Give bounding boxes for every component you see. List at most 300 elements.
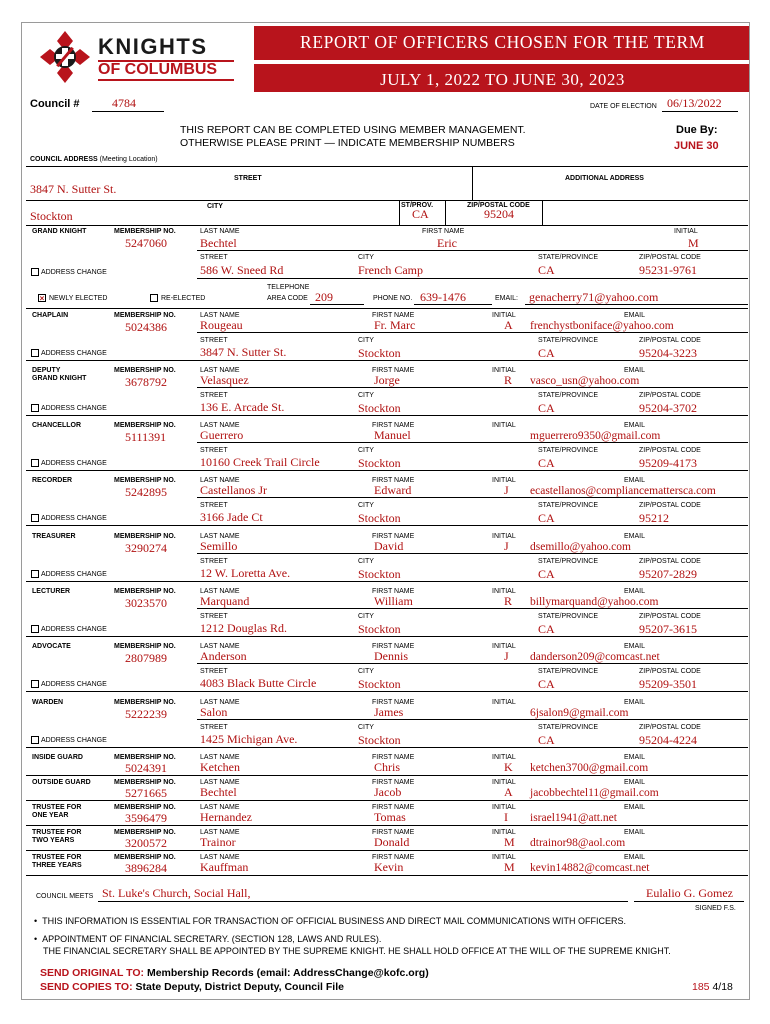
council-street-value[interactable]: 3847 N. Sutter St. (30, 182, 117, 196)
state-label: STATE/PROVINCE (538, 447, 599, 454)
initial-value[interactable]: R (504, 594, 513, 608)
send-copies-label: SEND COPIES TO: (40, 981, 133, 993)
email-value[interactable]: kevin14882@comcast.net (530, 862, 650, 874)
membership-label: MEMBERSHIP NO. (114, 829, 176, 836)
zip-value[interactable]: 95204-3223 (639, 346, 697, 360)
street-value[interactable]: 4083 Black Butte Circle (200, 676, 317, 690)
officer-role-line-2: ONE YEAR (32, 812, 69, 819)
street-value[interactable]: 3847 N. Sutter St. (200, 345, 287, 359)
name-line (197, 663, 748, 664)
first-name-value[interactable]: Dennis (374, 649, 408, 663)
council-number-line (92, 111, 164, 112)
council-meets-line (98, 901, 628, 902)
email-label: EMAIL (624, 699, 646, 706)
first-name-value[interactable]: Chris (374, 760, 401, 774)
address-change-checkbox[interactable] (31, 736, 39, 744)
officer-report-form (21, 22, 750, 1000)
email-value[interactable]: israel1941@att.net (530, 812, 617, 824)
gk-state-label: STATE/PROVINCE (538, 254, 599, 261)
council-city-divider (399, 200, 400, 225)
membership-value[interactable]: 3290274 (125, 541, 167, 555)
first-name-label: FIRST NAME (372, 829, 415, 836)
gk-membership-value[interactable]: 5247060 (125, 236, 167, 250)
address-change-checkbox[interactable] (31, 349, 39, 357)
title-banner (254, 26, 750, 92)
email-value[interactable]: mguerrero9350@gmail.com (530, 430, 661, 442)
city-value[interactable]: Stockton (358, 622, 401, 636)
email-label: EMAIL (624, 829, 646, 836)
name-line (197, 719, 748, 720)
email-value[interactable]: jacobbechtel11@gmail.com (530, 787, 659, 799)
last-name-label: LAST NAME (200, 477, 240, 484)
email-label: EMAIL (624, 779, 646, 786)
state-value[interactable]: CA (538, 567, 555, 581)
email-label: EMAIL (624, 754, 646, 761)
email-value[interactable]: billymarquand@yahoo.com (530, 596, 659, 608)
last-name-label: LAST NAME (200, 422, 240, 429)
first-name-value[interactable]: Jacob (374, 785, 402, 799)
street-label: STREET (200, 447, 228, 454)
email-value[interactable]: ecastellanos@compliancemattersca.com (530, 485, 716, 497)
zip-value[interactable]: 95209-4173 (639, 456, 697, 470)
officer-role: CHANCELLOR (32, 422, 81, 429)
address-change-checkbox[interactable] (31, 404, 39, 412)
gk-re-elected-label: RE-ELECTED (161, 295, 206, 302)
address-change-checkbox[interactable] (31, 680, 39, 688)
officer-role-line-2: GRAND KNIGHT (32, 375, 87, 382)
street-label: STREET (200, 613, 228, 620)
emblem-icon (38, 29, 92, 85)
initial-label: INITIAL (492, 829, 516, 836)
gk-area-code-value[interactable]: 209 (315, 290, 333, 304)
block-bottom-rule (26, 747, 748, 748)
initial-label: INITIAL (492, 699, 516, 706)
address-change-checkbox[interactable] (31, 459, 39, 467)
initial-label: INITIAL (492, 367, 516, 374)
first-name-label: FIRST NAME (372, 533, 415, 540)
gk-zip-label: ZIP/POSTAL CODE (639, 254, 701, 261)
zip-label: ZIP/POSTAL CODE (639, 724, 701, 731)
form-number-value: 185 (692, 981, 710, 993)
street-value[interactable]: 1212 Douglas Rd. (200, 621, 287, 635)
council-meets-value[interactable]: St. Luke's Church, Social Hall, (102, 886, 251, 900)
street-value[interactable]: 136 E. Arcade St. (200, 400, 285, 414)
email-value[interactable]: frenchystboniface@yahoo.com (530, 320, 674, 332)
first-name-value[interactable]: James (374, 705, 404, 719)
gk-membership-label: MEMBERSHIP NO. (114, 228, 176, 235)
address-change-label: ADDRESS CHANGE (41, 571, 107, 578)
name-line (197, 442, 748, 443)
membership-label: MEMBERSHIP NO. (114, 754, 176, 761)
election-date-label: DATE OF ELECTION (590, 103, 657, 110)
gk-address-change-checkbox[interactable] (31, 268, 39, 276)
bullet-financial-secretary (34, 933, 381, 945)
first-name-value[interactable]: Fr. Marc (374, 318, 416, 332)
email-value[interactable]: dtrainor98@aol.com (530, 837, 626, 849)
bullet-essential-text: THIS INFORMATION IS ESSENTIAL FOR TRANSACTION OF OFFICIAL BUSINESS AND DIRECT MAIL COMMUNICATIONS WITH OFFICERS. (42, 916, 627, 926)
officer-role-line-2: TWO YEARS (32, 837, 75, 844)
initial-value[interactable]: J (504, 539, 509, 553)
street-label: STREET (200, 502, 228, 509)
initial-value[interactable]: J (504, 483, 509, 497)
gk-last-name-label: LAST NAME (200, 228, 240, 235)
state-label: STATE/PROVINCE (538, 392, 599, 399)
first-name-value[interactable]: Tomas (374, 810, 406, 824)
initial-label: INITIAL (492, 754, 516, 761)
gk-phone-label: PHONE NO. (373, 295, 413, 302)
knights-of-columbus-logo (22, 23, 252, 93)
membership-value[interactable]: 3200572 (125, 836, 167, 850)
state-label: STATE/PROVINCE (538, 668, 599, 675)
address-change-checkbox[interactable] (31, 625, 39, 633)
membership-label: MEMBERSHIP NO. (114, 854, 176, 861)
gk-re-elected-checkbox[interactable] (150, 294, 158, 302)
send-copies-value: State Deputy, District Deputy, Council File (135, 981, 344, 993)
first-name-label: FIRST NAME (372, 779, 415, 786)
email-label: EMAIL (624, 588, 646, 595)
election-date-line (662, 111, 738, 112)
membership-value[interactable]: 5271665 (125, 786, 167, 800)
last-name-value[interactable]: Ketchen (200, 760, 240, 774)
initial-label: INITIAL (492, 588, 516, 595)
membership-value[interactable]: 5024386 (125, 320, 167, 334)
initial-label: INITIAL (492, 643, 516, 650)
financial-secretary-detail: THE FINANCIAL SECRETARY SHALL BE APPOINTED BY THE SUPREME KNIGHT. HE SHALL HOLD OFFICE AT THE WILL OF THE SUPREME KNIGHT. (43, 946, 671, 956)
state-value[interactable]: CA (538, 622, 555, 636)
officer-role: TRUSTEE FOR (32, 804, 82, 811)
last-name-value[interactable]: Semillo (200, 539, 238, 553)
state-value[interactable]: CA (538, 511, 555, 525)
address-change-label: ADDRESS CHANGE (41, 515, 107, 522)
zip-label: ZIP/POSTAL CODE (639, 337, 701, 344)
email-value[interactable]: vasco_usn@yahoo.com (530, 375, 640, 387)
gk-area-code-line (310, 304, 364, 305)
last-name-value[interactable]: Marquand (200, 594, 250, 608)
form-number (692, 981, 733, 993)
address-change-label: ADDRESS CHANGE (41, 681, 107, 688)
street-label: STREET (200, 337, 228, 344)
block-bottom-rule (26, 415, 748, 416)
street-label: STREET (200, 392, 228, 399)
state-value[interactable]: CA (538, 401, 555, 415)
zip-value[interactable]: 95207-3615 (639, 622, 697, 636)
city-label: CITY (358, 613, 374, 620)
zip-label: ZIP/POSTAL CODE (639, 613, 701, 620)
initial-label: INITIAL (492, 477, 516, 484)
block-bottom-rule (26, 636, 748, 637)
initial-value[interactable]: I (504, 810, 508, 824)
send-original-value: Membership Records (email: AddressChange@kofc.org) (146, 967, 429, 979)
zip-value[interactable]: 95207-2829 (639, 567, 697, 581)
last-name-label: LAST NAME (200, 533, 240, 540)
council-city-value[interactable]: Stockton (30, 209, 73, 223)
first-name-label: FIRST NAME (372, 588, 415, 595)
gk-email-value[interactable]: genacherry71@yahoo.com (529, 290, 659, 304)
logo-wordmark-of-columbus: OF COLUMBUS (98, 61, 218, 78)
gk-newly-elected-label: NEWLY ELECTED (49, 295, 108, 302)
initial-value[interactable]: K (504, 760, 513, 774)
gk-city-label: CITY (358, 254, 374, 261)
block-bottom-rule (26, 850, 748, 851)
email-label: EMAIL (624, 422, 646, 429)
gk-street-value[interactable]: 586 W. Sneed Rd (200, 263, 284, 277)
email-label: EMAIL (624, 533, 646, 540)
initial-value[interactable]: M (504, 835, 515, 849)
initial-label: INITIAL (492, 804, 516, 811)
city-value[interactable]: Stockton (358, 456, 401, 470)
state-label: STATE/PROVINCE (538, 502, 599, 509)
block-bottom-rule (26, 691, 748, 692)
block-bottom-rule (26, 800, 748, 801)
gk-bottom-rule (26, 308, 748, 309)
gk-phone-value[interactable]: 639-1476 (420, 290, 466, 304)
street-value[interactable]: 10160 Creek Trail Circle (200, 455, 320, 469)
additional-address-label: ADDITIONAL ADDRESS (565, 175, 644, 182)
street-label: STREET (200, 724, 228, 731)
first-name-label: FIRST NAME (372, 367, 415, 374)
initial-value[interactable]: A (504, 785, 513, 799)
council-state-divider (445, 200, 446, 225)
officer-role: TRUSTEE FOR (32, 829, 82, 836)
officer-role-line-2: THREE YEARS (32, 862, 82, 869)
instruction-line-2: OTHERWISE PLEASE PRINT — INDICATE MEMBERSHIP NUMBERS (180, 137, 515, 149)
membership-label: MEMBERSHIP NO. (114, 533, 176, 540)
gk-first-name-value[interactable]: Eric (437, 236, 457, 250)
council-number-label: Council # (30, 98, 80, 110)
block-bottom-rule (26, 875, 748, 876)
email-value[interactable]: ketchen3700@gmail.com (530, 762, 649, 774)
gk-name-line (197, 250, 748, 251)
first-name-value[interactable]: David (374, 539, 404, 553)
logo-wordmark-knights: KNIGHTS (98, 34, 208, 59)
zip-value[interactable]: 95204-3702 (639, 401, 697, 415)
city-label: CITY (358, 502, 374, 509)
initial-label: INITIAL (492, 422, 516, 429)
membership-label: MEMBERSHIP NO. (114, 699, 176, 706)
gk-zip-value[interactable]: 95231-9761 (639, 263, 697, 277)
membership-label: MEMBERSHIP NO. (114, 422, 176, 429)
email-label: EMAIL (624, 854, 646, 861)
send-original-row (40, 967, 429, 979)
gk-address-line (197, 278, 748, 279)
membership-label: MEMBERSHIP NO. (114, 643, 176, 650)
membership-value[interactable]: 3896284 (125, 861, 167, 875)
last-name-value[interactable]: Castellanos Jr (200, 483, 267, 497)
state-value[interactable]: CA (538, 733, 555, 747)
city-label: CITY (358, 337, 374, 344)
email-label: EMAIL (624, 312, 646, 319)
officer-role: LECTURER (32, 588, 71, 595)
membership-value[interactable]: 5222239 (125, 707, 167, 721)
address-change-label: ADDRESS CHANGE (41, 405, 107, 412)
last-name-value[interactable]: Velasquez (200, 373, 249, 387)
last-name-label: LAST NAME (200, 312, 240, 319)
last-name-label: LAST NAME (200, 854, 240, 861)
street-value[interactable]: 1425 Michigan Ave. (200, 732, 298, 746)
election-date-value[interactable]: 06/13/2022 (667, 96, 722, 110)
officer-role: OUTSIDE GUARD (32, 779, 91, 786)
street-value[interactable]: 3166 Jade Ct (200, 510, 263, 524)
state-value[interactable]: CA (538, 677, 555, 691)
block-bottom-rule (26, 825, 748, 826)
initial-value[interactable]: M (504, 860, 515, 874)
last-name-value[interactable]: Bechtel (200, 785, 237, 799)
last-name-label: LAST NAME (200, 779, 240, 786)
membership-value[interactable]: 5111391 (125, 430, 167, 444)
email-value[interactable]: danderson209@comcast.net (530, 651, 660, 663)
city-value[interactable]: Stockton (358, 677, 401, 691)
membership-label: MEMBERSHIP NO. (114, 477, 176, 484)
send-copies-row (40, 981, 344, 993)
gk-street-label: STREET (200, 254, 228, 261)
gk-email-line (525, 304, 748, 305)
name-line (197, 497, 748, 498)
signature-value[interactable]: Eulalio G. Gomez (646, 886, 733, 900)
signature-line (634, 901, 744, 902)
street-value[interactable]: 12 W. Loretta Ave. (200, 566, 291, 580)
name-line (197, 553, 748, 554)
last-name-label: LAST NAME (200, 754, 240, 761)
zip-label: ZIP/POSTAL CODE (639, 392, 701, 399)
gk-first-name-label: FIRST NAME (422, 228, 465, 235)
gk-email-label: EMAIL: (495, 295, 518, 302)
membership-label: MEMBERSHIP NO. (114, 367, 176, 374)
council-street-label: STREET (234, 175, 262, 182)
initial-label: INITIAL (492, 854, 516, 861)
state-label: STATE/PROVINCE (538, 337, 599, 344)
name-line (197, 387, 748, 388)
initial-label: INITIAL (492, 779, 516, 786)
email-label: EMAIL (624, 477, 646, 484)
initial-label: INITIAL (492, 312, 516, 319)
first-name-value[interactable]: Manuel (374, 428, 411, 442)
membership-value[interactable]: 2807989 (125, 651, 167, 665)
officer-role: WARDEN (32, 699, 64, 706)
first-name-label: FIRST NAME (372, 854, 415, 861)
gk-state-value[interactable]: CA (538, 263, 555, 277)
state-label: STATE/PROVINCE (538, 558, 599, 565)
council-zip-divider (542, 200, 543, 225)
council-state-label: ST/PROV. (401, 202, 434, 209)
last-name-value[interactable]: Rougeau (200, 318, 243, 332)
city-label: CITY (358, 558, 374, 565)
last-name-value[interactable]: Salon (200, 705, 228, 719)
first-name-value[interactable]: Edward (374, 483, 412, 497)
council-address-label (30, 156, 158, 164)
first-name-label: FIRST NAME (372, 699, 415, 706)
council-zip-value[interactable]: 95204 (484, 207, 514, 221)
membership-value[interactable]: 3678792 (125, 375, 167, 389)
council-meets-label: COUNCIL MEETS (36, 893, 94, 900)
state-value[interactable]: CA (538, 346, 555, 360)
email-label: EMAIL (624, 804, 646, 811)
gk-city-value[interactable]: French Camp (358, 263, 423, 277)
email-label: EMAIL (624, 367, 646, 374)
due-by-label: Due By: (676, 124, 718, 136)
name-line (197, 608, 748, 609)
last-name-label: LAST NAME (200, 367, 240, 374)
address-change-checkbox[interactable] (31, 570, 39, 578)
gk-initial-value[interactable]: M (688, 236, 699, 250)
block-bottom-rule (26, 360, 748, 361)
address-change-checkbox[interactable] (31, 514, 39, 522)
membership-label: MEMBERSHIP NO. (114, 804, 176, 811)
gk-newly-elected-checkbox[interactable]: × (39, 294, 45, 303)
officer-role: DEPUTY (32, 367, 61, 374)
council-address-rule-bottom (26, 225, 748, 226)
instruction-line-1: THIS REPORT CAN BE COMPLETED USING MEMBER MANAGEMENT. (180, 124, 526, 136)
report-title: REPORT OF OFFICERS CHOSEN FOR THE TERM (300, 32, 705, 52)
last-name-value[interactable]: Kauffman (200, 860, 249, 874)
membership-value[interactable]: 5242895 (125, 485, 167, 499)
city-value[interactable]: Stockton (358, 567, 401, 581)
last-name-value[interactable]: Guerrero (200, 428, 244, 442)
first-name-value[interactable]: Jorge (374, 373, 400, 387)
zip-value[interactable]: 95212 (639, 511, 669, 525)
state-label: STATE/PROVINCE (538, 724, 599, 731)
first-name-label: FIRST NAME (372, 477, 415, 484)
council-city-label: CITY (207, 203, 223, 210)
zip-value[interactable]: 95204-4224 (639, 733, 697, 747)
gk-address-change-label: ADDRESS CHANGE (41, 269, 107, 276)
city-value[interactable]: Stockton (358, 511, 401, 525)
state-label: STATE/PROVINCE (538, 613, 599, 620)
officer-role: TREASURER (32, 533, 76, 540)
last-name-value[interactable]: Hernandez (200, 810, 252, 824)
email-label: EMAIL (624, 643, 646, 650)
last-name-value[interactable]: Anderson (200, 649, 247, 663)
email-value[interactable]: dsemillo@yahoo.com (530, 541, 631, 553)
gk-last-name-value[interactable]: Bechtel (200, 236, 237, 250)
membership-label: MEMBERSHIP NO. (114, 779, 176, 786)
term-dates: JULY 1, 2022 TO JUNE 30, 2023 (380, 70, 625, 89)
officer-role: INSIDE GUARD (32, 754, 83, 761)
officer-role: ADVOCATE (32, 643, 71, 650)
first-name-value[interactable]: Kevin (374, 860, 404, 874)
grand-knight-role: GRAND KNIGHT (32, 228, 87, 235)
council-number-value[interactable]: 4784 (112, 96, 136, 110)
first-name-value[interactable]: William (374, 594, 413, 608)
membership-label: MEMBERSHIP NO. (114, 588, 176, 595)
initial-value[interactable]: A (504, 318, 513, 332)
city-value[interactable]: Stockton (358, 733, 401, 747)
membership-value[interactable]: 3596479 (125, 811, 167, 825)
email-value[interactable]: 6jsalon9@gmail.com (530, 707, 629, 719)
first-name-label: FIRST NAME (372, 804, 415, 811)
membership-value[interactable]: 3023570 (125, 596, 167, 610)
council-state-value[interactable]: CA (412, 207, 429, 221)
form-date-value: 4/18 (712, 981, 733, 993)
council-zip-label: ZIP/POSTAL CODE (467, 202, 530, 209)
gk-telephone-label: TELEPHONE (267, 284, 310, 291)
initial-value[interactable]: R (504, 373, 513, 387)
first-name-value[interactable]: Donald (374, 835, 410, 849)
last-name-value[interactable]: Trainor (200, 835, 236, 849)
last-name-label: LAST NAME (200, 588, 240, 595)
last-name-label: LAST NAME (200, 699, 240, 706)
gk-phone-line (414, 304, 492, 305)
city-value[interactable]: Stockton (358, 401, 401, 415)
send-original-label: SEND ORIGINAL TO: (40, 967, 145, 979)
state-value[interactable]: CA (538, 456, 555, 470)
zip-value[interactable]: 95209-3501 (639, 677, 697, 691)
bullet-financial-text: APPOINTMENT OF FINANCIAL SECRETARY. (SECTION 128, LAWS AND RULES). (42, 934, 382, 944)
last-name-label: LAST NAME (200, 804, 240, 811)
membership-value[interactable]: 5024391 (125, 761, 167, 775)
initial-value[interactable]: J (504, 649, 509, 663)
last-name-label: LAST NAME (200, 829, 240, 836)
city-value[interactable]: Stockton (358, 346, 401, 360)
